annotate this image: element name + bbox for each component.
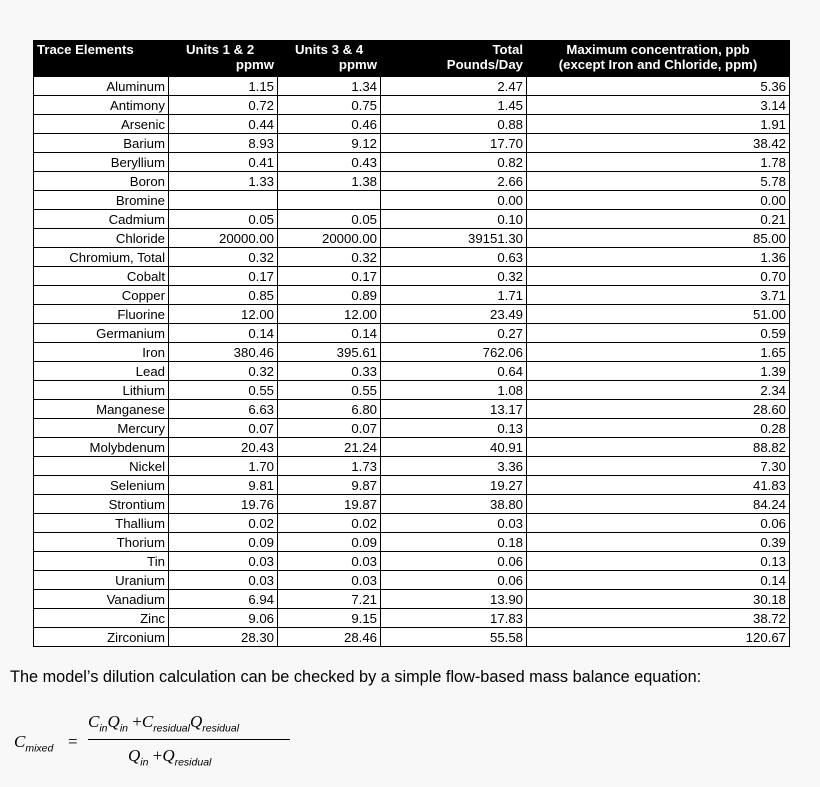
formula-numerator xyxy=(88,712,239,734)
table-row xyxy=(34,172,790,191)
element-name-cell: Strontium xyxy=(34,495,169,514)
mass-balance-formula xyxy=(10,712,310,776)
header-total-pounds-day xyxy=(381,41,527,77)
units-1-2-value-cell: 9.06 xyxy=(169,609,278,628)
total-pounds-day-cell: 1.08 xyxy=(381,381,527,400)
element-name-cell: Thorium xyxy=(34,533,169,552)
total-pounds-day-cell: 0.18 xyxy=(381,533,527,552)
total-pounds-day-cell: 1.45 xyxy=(381,96,527,115)
formula-fraction-bar xyxy=(88,739,290,740)
total-pounds-day-cell: 55.58 xyxy=(381,628,527,647)
table-body xyxy=(34,77,790,647)
element-name-cell: Molybdenum xyxy=(34,438,169,457)
element-name-cell: Aluminum xyxy=(34,77,169,96)
table-row xyxy=(34,96,790,115)
max-concentration-cell: 84.24 xyxy=(527,495,790,514)
total-pounds-day-cell: 17.70 xyxy=(381,134,527,153)
formula-q-in: Q xyxy=(107,712,120,731)
units-3-4-value-cell: 0.09 xyxy=(278,533,381,552)
table-row xyxy=(34,495,790,514)
table-row xyxy=(34,571,790,590)
max-concentration-cell: 3.14 xyxy=(527,96,790,115)
element-name-cell: Fluorine xyxy=(34,305,169,324)
table-row xyxy=(34,400,790,419)
units-1-2-value-cell: 0.72 xyxy=(169,96,278,115)
units-3-4-value-cell: 19.87 xyxy=(278,495,381,514)
element-name-cell: Manganese xyxy=(34,400,169,419)
units-3-4-value-cell: 0.33 xyxy=(278,362,381,381)
total-pounds-day-cell: 0.63 xyxy=(381,248,527,267)
units-3-4-value-cell: 9.12 xyxy=(278,134,381,153)
units-3-4-value-cell: 21.24 xyxy=(278,438,381,457)
element-name-cell: Zinc xyxy=(34,609,169,628)
total-pounds-day-cell: 17.83 xyxy=(381,609,527,628)
units-1-2-value-cell: 28.30 xyxy=(169,628,278,647)
max-concentration-cell: 0.06 xyxy=(527,514,790,533)
element-name-cell: Tin xyxy=(34,552,169,571)
table-row xyxy=(34,324,790,343)
total-pounds-day-cell: 0.10 xyxy=(381,210,527,229)
header-units-3-4-line2: ppmw xyxy=(338,57,377,72)
max-concentration-cell: 1.91 xyxy=(527,115,790,134)
units-3-4-value-cell: 0.17 xyxy=(278,267,381,286)
table-row xyxy=(34,305,790,324)
formula-plus: + xyxy=(132,712,142,731)
units-1-2-value-cell: 0.14 xyxy=(169,324,278,343)
units-1-2-value-cell: 0.85 xyxy=(169,286,278,305)
max-concentration-cell: 7.30 xyxy=(527,457,790,476)
max-concentration-cell: 5.36 xyxy=(527,77,790,96)
table-row xyxy=(34,590,790,609)
units-3-4-value-cell: 6.80 xyxy=(278,400,381,419)
element-name-cell: Cobalt xyxy=(34,267,169,286)
units-3-4-value-cell: 0.55 xyxy=(278,381,381,400)
total-pounds-day-cell: 0.88 xyxy=(381,115,527,134)
total-pounds-day-cell: 0.27 xyxy=(381,324,527,343)
max-concentration-cell: 0.39 xyxy=(527,533,790,552)
total-pounds-day-cell: 13.90 xyxy=(381,590,527,609)
units-3-4-value-cell: 9.87 xyxy=(278,476,381,495)
units-1-2-value-cell: 0.17 xyxy=(169,267,278,286)
total-pounds-day-cell: 0.13 xyxy=(381,419,527,438)
units-3-4-value-cell: 12.00 xyxy=(278,305,381,324)
element-name-cell: Bromine xyxy=(34,191,169,210)
element-name-cell: Lithium xyxy=(34,381,169,400)
element-name-cell: Thallium xyxy=(34,514,169,533)
total-pounds-day-cell: 0.00 xyxy=(381,191,527,210)
formula-c-in: C xyxy=(88,712,100,731)
table-row xyxy=(34,476,790,495)
formula-c-residual-sub: residual xyxy=(153,722,190,735)
table-row xyxy=(34,153,790,172)
total-pounds-day-cell: 19.27 xyxy=(381,476,527,495)
total-pounds-day-cell: 23.49 xyxy=(381,305,527,324)
units-1-2-value-cell: 9.81 xyxy=(169,476,278,495)
units-1-2-value-cell: 0.02 xyxy=(169,514,278,533)
header-max-concentration xyxy=(527,41,790,77)
formula-den-q-residual-sub: residual xyxy=(174,756,212,769)
max-concentration-cell: 0.28 xyxy=(527,419,790,438)
formula-c-residual: C xyxy=(141,712,154,731)
formula-mixed-sub: mixed xyxy=(25,742,54,755)
units-1-2-value-cell: 0.44 xyxy=(169,115,278,134)
units-3-4-value-cell: 0.43 xyxy=(278,153,381,172)
formula-den-q-in: Q xyxy=(128,746,141,765)
units-1-2-value-cell: 0.55 xyxy=(169,381,278,400)
header-max-concentration-line2: (except Iron and Chloride, ppm) xyxy=(558,57,758,72)
units-1-2-value-cell: 12.00 xyxy=(169,305,278,324)
max-concentration-cell: 1.78 xyxy=(527,153,790,172)
element-name-cell: Arsenic xyxy=(34,115,169,134)
units-3-4-value-cell: 0.32 xyxy=(278,248,381,267)
max-concentration-cell: 51.00 xyxy=(527,305,790,324)
max-concentration-cell: 3.71 xyxy=(527,286,790,305)
max-concentration-cell: 1.36 xyxy=(527,248,790,267)
element-name-cell: Germanium xyxy=(34,324,169,343)
header-units-3-4-line1: Units 3 & 4 xyxy=(295,42,364,57)
formula-denominator xyxy=(128,746,211,768)
formula-q-residual-sub: residual xyxy=(202,722,240,735)
total-pounds-day-cell: 0.82 xyxy=(381,153,527,172)
max-concentration-cell: 0.14 xyxy=(527,571,790,590)
units-1-2-value-cell: 0.32 xyxy=(169,248,278,267)
units-3-4-value-cell: 0.46 xyxy=(278,115,381,134)
units-1-2-value-cell: 0.03 xyxy=(169,571,278,590)
formula-lhs xyxy=(14,732,53,754)
table-row xyxy=(34,286,790,305)
units-3-4-value-cell: 0.02 xyxy=(278,514,381,533)
header-units-1-2-line1: Units 1 & 2 xyxy=(186,42,255,57)
total-pounds-day-cell: 2.47 xyxy=(381,77,527,96)
table-row xyxy=(34,115,790,134)
units-3-4-value-cell: 395.61 xyxy=(278,343,381,362)
total-pounds-day-cell: 38.80 xyxy=(381,495,527,514)
units-3-4-value-cell: 0.03 xyxy=(278,571,381,590)
formula-c-mixed: C xyxy=(14,732,26,751)
table-row xyxy=(34,514,790,533)
units-3-4-value-cell: 9.15 xyxy=(278,609,381,628)
units-3-4-value-cell: 0.89 xyxy=(278,286,381,305)
units-3-4-value-cell: 28.46 xyxy=(278,628,381,647)
table-row xyxy=(34,134,790,153)
total-pounds-day-cell: 1.71 xyxy=(381,286,527,305)
units-1-2-value-cell: 0.07 xyxy=(169,419,278,438)
element-name-cell: Chromium, Total xyxy=(34,248,169,267)
units-3-4-value-cell: 0.07 xyxy=(278,419,381,438)
header-trace-elements xyxy=(34,41,169,77)
total-pounds-day-cell: 2.66 xyxy=(381,172,527,191)
table-row xyxy=(34,552,790,571)
max-concentration-cell: 88.82 xyxy=(527,438,790,457)
total-pounds-day-cell: 40.91 xyxy=(381,438,527,457)
trace-elements-table xyxy=(33,40,790,647)
units-1-2-value-cell: 20000.00 xyxy=(169,229,278,248)
table-row xyxy=(34,267,790,286)
units-1-2-value-cell: 0.09 xyxy=(169,533,278,552)
formula-den-q-residual: Q xyxy=(162,746,175,765)
header-max-concentration-line1: Maximum concentration, ppb xyxy=(566,42,750,57)
table-row xyxy=(34,419,790,438)
element-name-cell: Mercury xyxy=(34,419,169,438)
element-name-cell: Lead xyxy=(34,362,169,381)
max-concentration-cell: 0.00 xyxy=(527,191,790,210)
table-header-row xyxy=(34,41,790,77)
units-1-2-value-cell xyxy=(169,191,278,210)
header-total-line1: Total xyxy=(492,42,523,57)
units-1-2-value-cell: 8.93 xyxy=(169,134,278,153)
total-pounds-day-cell: 0.06 xyxy=(381,552,527,571)
formula-den-q-in-sub: in xyxy=(140,756,149,769)
table-row xyxy=(34,609,790,628)
formula-c-in-sub: in xyxy=(99,722,108,735)
max-concentration-cell: 2.34 xyxy=(527,381,790,400)
units-1-2-value-cell: 20.43 xyxy=(169,438,278,457)
max-concentration-cell: 0.59 xyxy=(527,324,790,343)
element-name-cell: Chloride xyxy=(34,229,169,248)
element-name-cell: Vanadium xyxy=(34,590,169,609)
element-name-cell: Selenium xyxy=(34,476,169,495)
total-pounds-day-cell: 0.06 xyxy=(381,571,527,590)
max-concentration-cell: 1.39 xyxy=(527,362,790,381)
table-row xyxy=(34,628,790,647)
max-concentration-cell: 38.42 xyxy=(527,134,790,153)
units-1-2-value-cell: 1.70 xyxy=(169,457,278,476)
table-row xyxy=(34,362,790,381)
table-row xyxy=(34,438,790,457)
total-pounds-day-cell: 39151.30 xyxy=(381,229,527,248)
units-3-4-value-cell: 0.03 xyxy=(278,552,381,571)
total-pounds-day-cell: 0.64 xyxy=(381,362,527,381)
units-1-2-value-cell: 0.32 xyxy=(169,362,278,381)
units-3-4-value-cell: 1.73 xyxy=(278,457,381,476)
table-row xyxy=(34,343,790,362)
max-concentration-cell: 5.78 xyxy=(527,172,790,191)
units-3-4-value-cell: 1.34 xyxy=(278,77,381,96)
element-name-cell: Iron xyxy=(34,343,169,362)
formula-equals: = xyxy=(68,732,78,751)
units-3-4-value-cell: 0.05 xyxy=(278,210,381,229)
table-row xyxy=(34,191,790,210)
max-concentration-cell: 0.21 xyxy=(527,210,790,229)
formula-q-in-sub: in xyxy=(119,722,128,735)
units-1-2-value-cell: 6.63 xyxy=(169,400,278,419)
max-concentration-cell: 30.18 xyxy=(527,590,790,609)
table-row xyxy=(34,248,790,267)
total-pounds-day-cell: 3.36 xyxy=(381,457,527,476)
units-3-4-value-cell xyxy=(278,191,381,210)
max-concentration-cell: 85.00 xyxy=(527,229,790,248)
max-concentration-cell: 28.60 xyxy=(527,400,790,419)
formula-den-plus: + xyxy=(152,746,163,765)
mass-balance-note: The model’s dilution calculation can be checked by a simple flow-based mass balance equation: xyxy=(10,668,702,686)
element-name-cell: Barium xyxy=(34,134,169,153)
units-1-2-value-cell: 6.94 xyxy=(169,590,278,609)
total-pounds-day-cell: 0.03 xyxy=(381,514,527,533)
max-concentration-cell: 120.67 xyxy=(527,628,790,647)
header-units-3-4 xyxy=(278,41,381,77)
max-concentration-cell: 0.13 xyxy=(527,552,790,571)
table-row xyxy=(34,229,790,248)
element-name-cell: Uranium xyxy=(34,571,169,590)
units-1-2-value-cell: 0.03 xyxy=(169,552,278,571)
units-1-2-value-cell: 0.41 xyxy=(169,153,278,172)
header-units-1-2 xyxy=(169,41,278,77)
units-1-2-value-cell: 380.46 xyxy=(169,343,278,362)
header-total-line2: Pounds/Day xyxy=(446,57,523,72)
units-3-4-value-cell: 20000.00 xyxy=(278,229,381,248)
table-row xyxy=(34,77,790,96)
max-concentration-cell: 38.72 xyxy=(527,609,790,628)
element-name-cell: Beryllium xyxy=(34,153,169,172)
units-3-4-value-cell: 0.14 xyxy=(278,324,381,343)
element-name-cell: Copper xyxy=(34,286,169,305)
table-row xyxy=(34,210,790,229)
header-trace-elements-label: Trace Elements xyxy=(37,42,134,57)
element-name-cell: Boron xyxy=(34,172,169,191)
total-pounds-day-cell: 0.32 xyxy=(381,267,527,286)
max-concentration-cell: 0.70 xyxy=(527,267,790,286)
units-1-2-value-cell: 19.76 xyxy=(169,495,278,514)
element-name-cell: Nickel xyxy=(34,457,169,476)
units-3-4-value-cell: 1.38 xyxy=(278,172,381,191)
total-pounds-day-cell: 762.06 xyxy=(381,343,527,362)
element-name-cell: Zirconium xyxy=(34,628,169,647)
element-name-cell: Antimony xyxy=(34,96,169,115)
units-1-2-value-cell: 0.05 xyxy=(169,210,278,229)
element-name-cell: Cadmium xyxy=(34,210,169,229)
table-row xyxy=(34,381,790,400)
formula-q-residual: Q xyxy=(189,712,203,731)
max-concentration-cell: 41.83 xyxy=(527,476,790,495)
units-1-2-value-cell: 1.33 xyxy=(169,172,278,191)
units-3-4-value-cell: 7.21 xyxy=(278,590,381,609)
header-units-1-2-line2: ppmw xyxy=(235,57,274,72)
table-row xyxy=(34,457,790,476)
table-row xyxy=(34,533,790,552)
units-3-4-value-cell: 0.75 xyxy=(278,96,381,115)
max-concentration-cell: 1.65 xyxy=(527,343,790,362)
units-1-2-value-cell: 1.15 xyxy=(169,77,278,96)
total-pounds-day-cell: 13.17 xyxy=(381,400,527,419)
